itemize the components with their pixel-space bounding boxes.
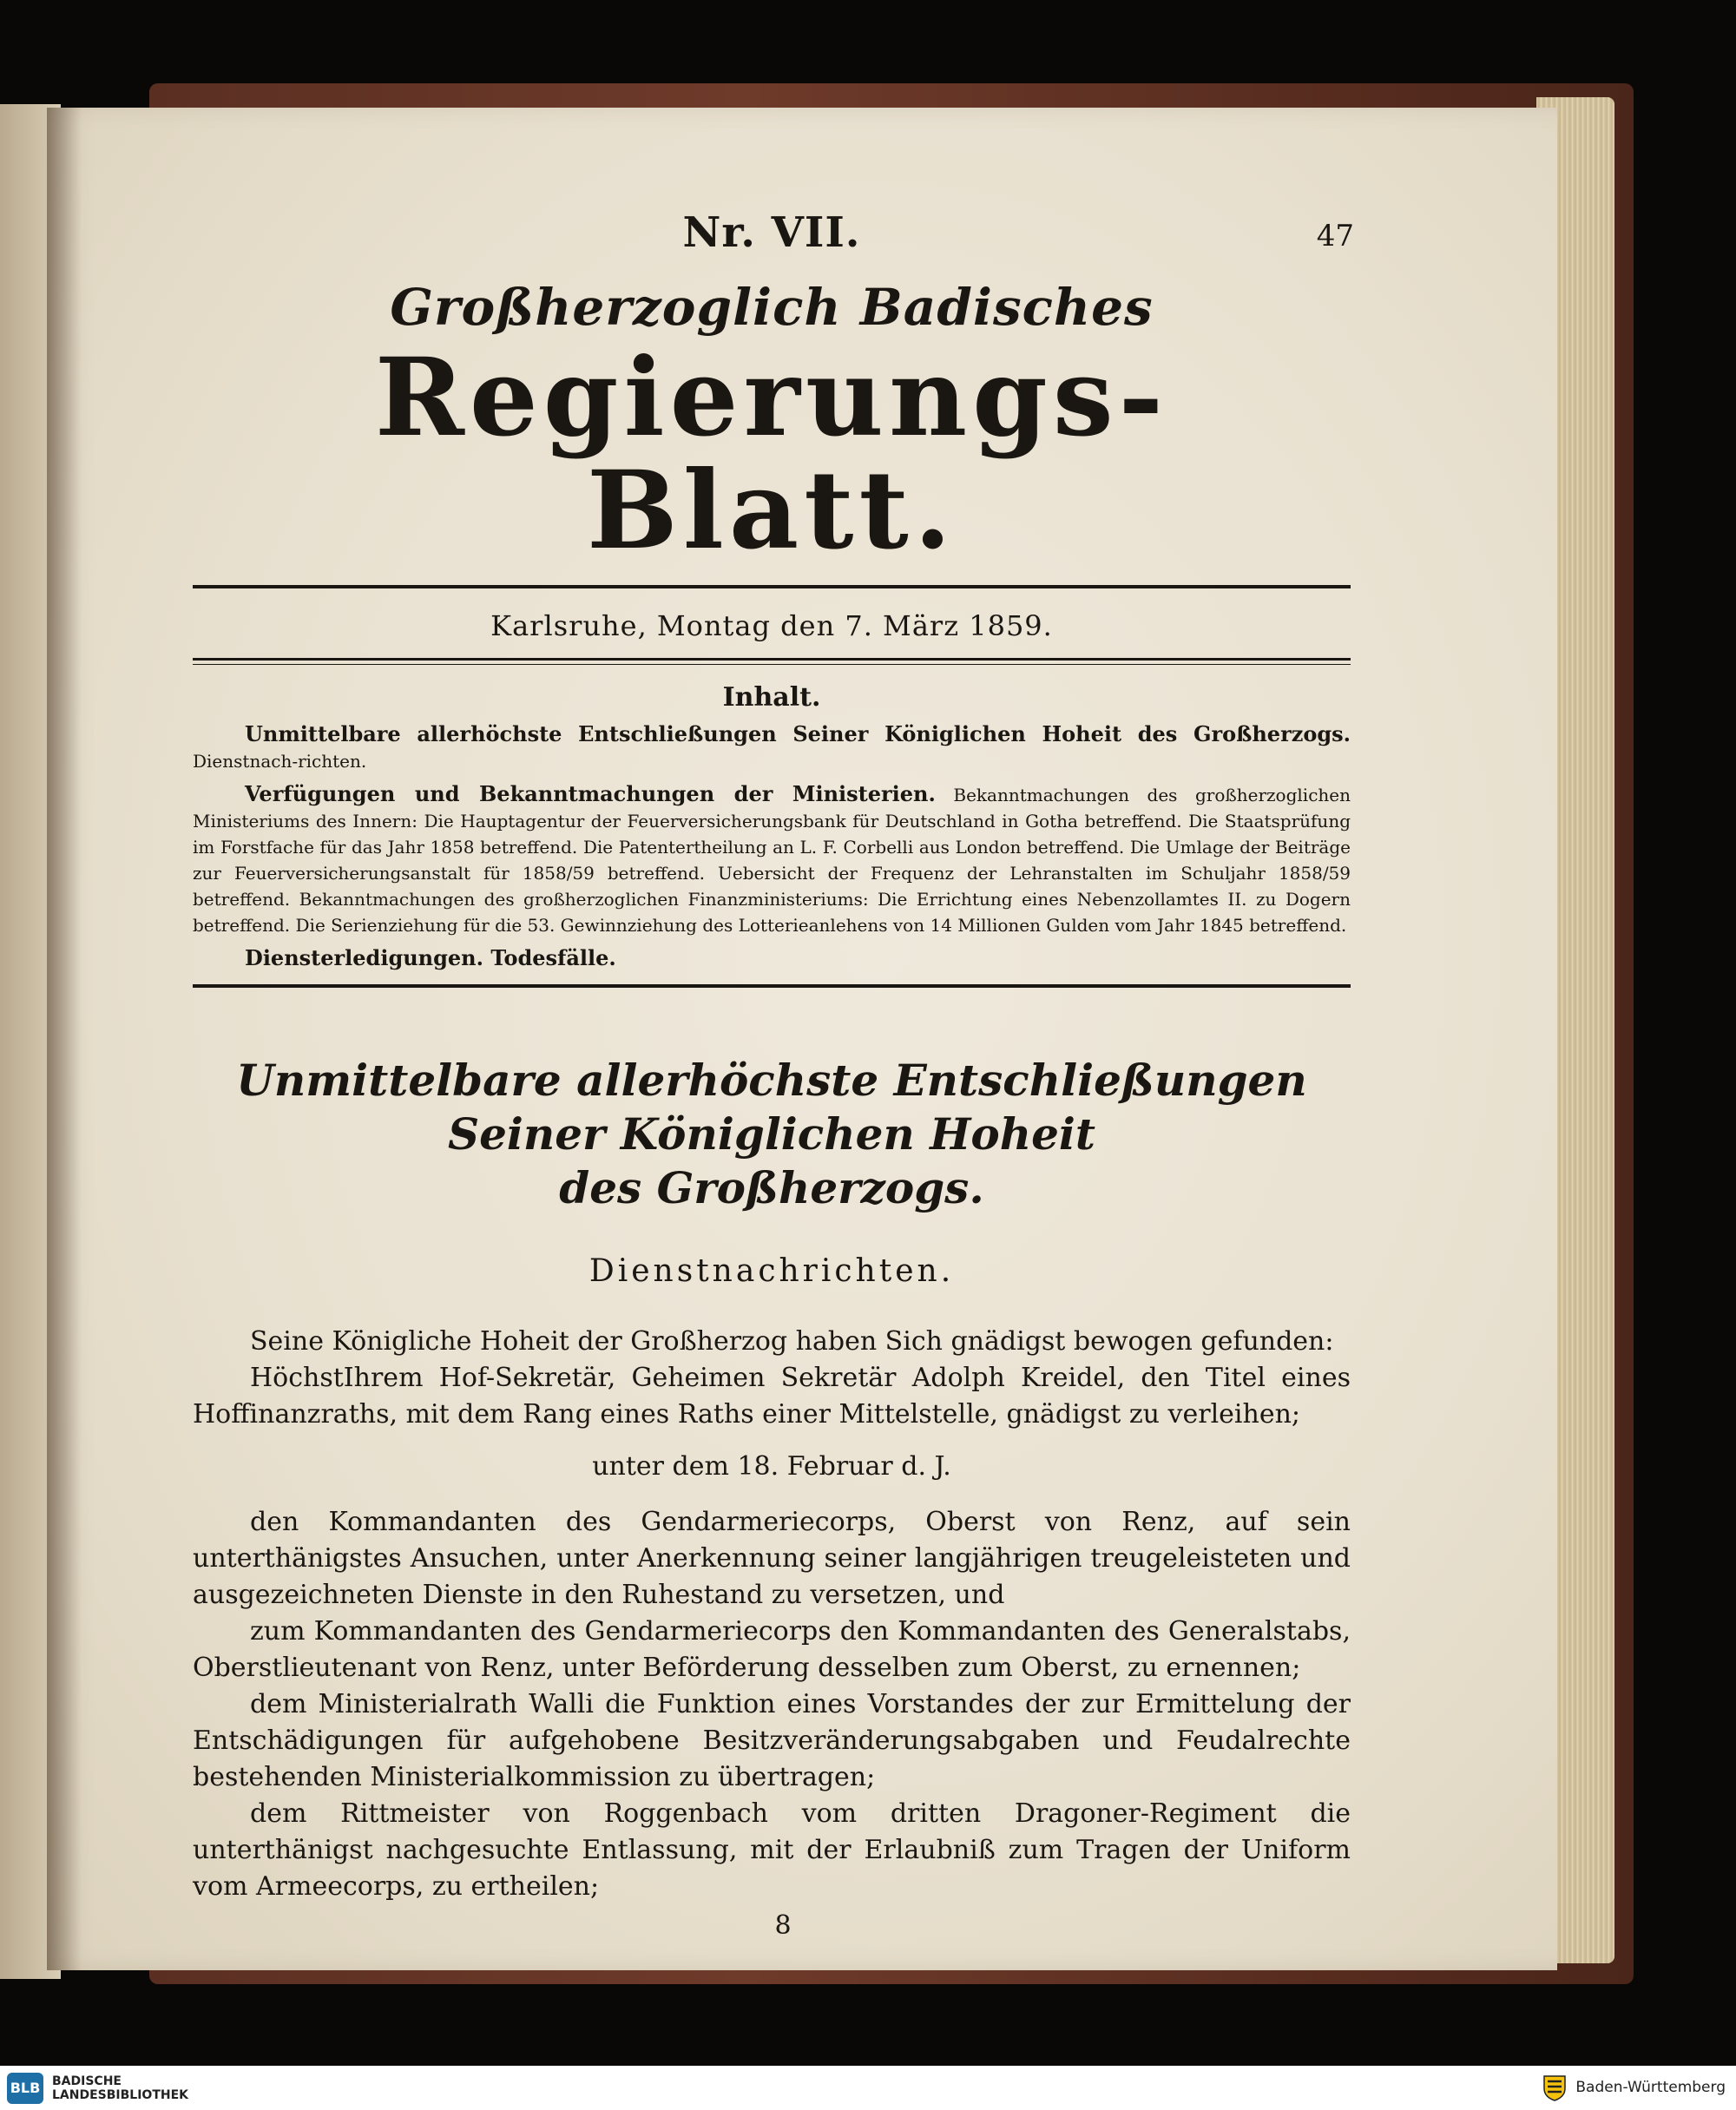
toc-entry-1 [193,721,1351,774]
section-subheading: Dienstnachrichten. [589,1253,955,1290]
toc-entry-3-title: Diensterledigungen. Todesfälle. [245,945,616,971]
toc-entry-2-text: Bekanntmachungen des großherzoglichen Ministeriums des Innern: Die Hauptagentur der Feuerversicherungsbank für Deutschland in Gotha betreffend. Die Staatsprüfung im Forstfache für das Jahr 1858 betreffend. Die Patentertheilung an L. F. Corbelli aus London betreffend. Die Umlage der Beiträge zur Feuerversicherungsanstalt für 1858/59 betreffend. Uebersicht der Frequenz der Lehranstalten im Schuljahr 1858/59 betreffend. Bekanntmachungen des großherzoglichen Finanzministeriums: Die Errichtung eines Nebenzollamtes II. zu Dogern betreffend. Die Serienziehung für die 53. Gewinnziehung des Lotterieanlehens von 14 Millionen Gulden vom Jahr 1845 betreffend. [193,785,1351,937]
toc-entry-1-text: Dienstnach-richten. [193,751,367,772]
masthead-title: Regierungs-Blatt. [374,335,1169,575]
header-row [193,208,1354,278]
bw-branding[interactable] [1541,2073,1726,2102]
body-paragraph: HöchstIhrem Hof-Sekretär, Geheimen Sekretär Adolph Kreidel, den Titel eines Hoffinanzraths, mit dem Rang eines Raths einer Mittelstelle, gnädigst zu verleihen; [193,1363,1351,1430]
section-title-line-2: des Großherzogs. [559,1162,984,1214]
bw-state-name: Baden-Württemberg [1575,2079,1726,2096]
section-body [193,1324,1351,1941]
body-paragraph: den Kommandanten des Gendarmeriecorps, Oberst von Renz, auf sein unterthänigstes Ansuchen, unter Anerkennung seiner langjährigen treugeleisteten und ausgezeichneten Dienste in den Ruhestand zu versetzen, und [193,1507,1351,1611]
footer-bar [0,2066,1736,2110]
issue-number: Nr. VII. [682,208,861,257]
body-paragraph: dem Rittmeister von Roggenbach vom dritten Dragoner-Regiment die unterthänigst nachgesuchte Entlassung, mit der Erlaubniß zum Tragen der Uniform vom Armeecorps, zu ertheilen; [193,1798,1351,1903]
body-date-line: unter dem 18. Februar d. J. [592,1451,951,1482]
body-paragraph: Seine Königliche Hoheit der Großherzog haben Sich gnädigst bewogen gefunden: [250,1326,1334,1357]
bw-coat-of-arms-icon [1541,2073,1568,2102]
toc-heading: Inhalt. [722,682,821,713]
publisher-line: Großherzoglich Badisches [390,278,1154,337]
dateline: Karlsruhe, Montag den 7. März 1859. [490,609,1053,643]
section-title-line-1: Unmittelbare allerhöchste Entschließungen Seiner Königlichen Hoheit [236,1055,1307,1160]
page-number: 47 [1316,219,1354,253]
blb-library-name[interactable]: BADISCHE LANDESBIBLIOTHEK [52,2074,189,2102]
toc-bottom-rule [193,984,1351,988]
body-paragraph: zum Kommandanten des Gendarmeriecorps den Kommandanten des Generalstabs, Oberstlieutenant von Renz, unter Beförderung desselben zum Oberst, zu ernennen; [193,1616,1351,1684]
toc-entry-2 [193,781,1351,938]
blb-logo[interactable]: BLB [7,2073,43,2104]
signature-mark: 8 [774,1910,792,1942]
toc-entry-1-title: Unmittelbare allerhöchste Entschließungen Seiner Königlichen Hoheit des Großherzogs. [245,721,1351,747]
masthead-rule [193,585,1351,588]
toc-entry-2-title: Verfügungen und Bekanntmachungen der Ministerien. [245,781,936,807]
page-gutter-shadow [47,108,82,1970]
section-title [193,1054,1351,1215]
page-content [193,208,1354,1942]
toc-top-rule [193,658,1351,665]
table-of-contents [193,682,1351,972]
body-paragraph: dem Ministerialrath Walli die Funktion eines Vorstandes der zur Ermittelung der Entschädigungen für aufgehobene Besitzveränderungsabgaben und Feudalrechte bestehenden Ministerialkommission zu übertragen; [193,1689,1351,1793]
toc-entry-3 [193,945,1351,972]
